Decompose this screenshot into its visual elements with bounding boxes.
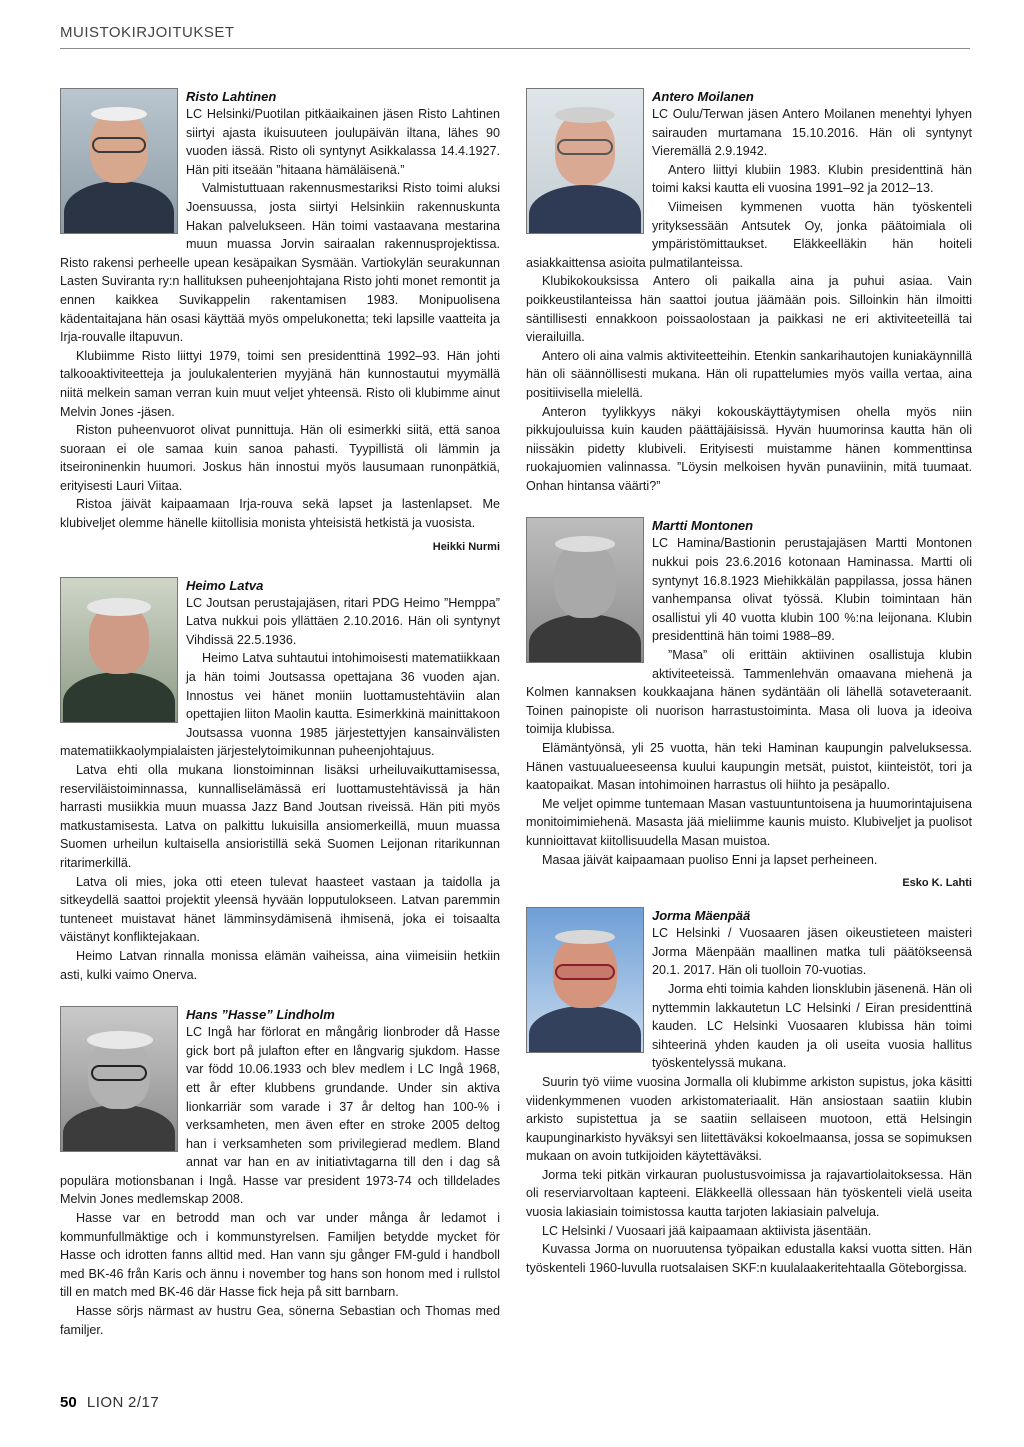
page-header [60,22,970,49]
obituary-name: Heimo Latva [186,577,264,593]
paragraph: Riston puheenvuorot olivat punnittuja. Hän oli esimerkki siitä, että sanoa suoraan ei ole samaa kuin sanoa pahasti. Tyypillistä oli lämmin ja itseironinenkin huumori. Joskus hän innostui myös lausumaan runonpätkiä, erityisesti Lauri Viitaa. [60,423,500,493]
portrait-photo [526,517,644,663]
paragraph: Heimo Latvan rinnalla monissa elämän vaiheissa, aina viimeisiin hetkiin asti, kulki vaimo Onerva. [60,948,500,982]
obituary-name: Jorma Mäenpää [652,908,751,924]
obituary-name: Antero Moilanen [652,89,754,104]
paragraph: Antero liittyi klubiin 1983. Klubin presidenttinä hän toimi kaksi kautta eli vuosina 1991–92 ja 2012–13. [652,162,972,196]
issue-number: 2/17 [128,1394,160,1411]
magazine-name: LION [86,1394,124,1411]
right-column [526,88,972,1277]
page-number: 50 [60,1394,77,1411]
paragraph: Me veljet opimme tuntemaan Masan vastuuntuntoisena ja huumorintajuisena monitoimimiehenä. Masasta jää mieliimme kaunis muisto. Klubiveljet ja puolisot kunnioittavat kiitollisuudella Masan muistoa. [526,796,972,848]
paragraph: Hasse sörjs närmast av hustru Gea, sönerna Sebastian och Thomas med familjer. [60,1304,500,1337]
paragraph: Latva oli mies, joka otti eteen tulevat haasteet vastaan ja taidolla ja sitkeydellä saattoi projektit yleensä hyvään lopputulokseen. Latvan paremmin tunteneet muistavat hänet lämminsydämisenä ihmisenä, joka ei toisaalta väistänyt konfliktejakaan. [60,874,500,945]
paragraph: Antero oli aina valmis aktiviteetteihin. Etenkin sankarihautojen kuniakäynnillä hän oli säännöllisesti mukana. Hän oli rupattelumies myös vailla vertaa, aina positiivisella mielellä. [526,348,972,400]
obituary-name: Risto Lahtinen [186,89,277,104]
obituary-jorma [526,907,972,1277]
paragraph: Valmistuttuaan rakennusmestariksi Risto toimi aluksi Joensuussa, josta siirtyi Helsinkiin rakennuskunta Hakan palvelukseen. Hän toimi vastaavana mestarina muun muassa Jorvin sairaalan rakennusprojektissa. Risto rakensi perheelle upean kesäpaikan Sysmään. Vartiokylän seurakunnan Lasten Suviranta ry:n hallituksen puheenjohtajana Risto johti monet remontit ja ennen kaikkea Suvikappelin rakentamisen 1983. Monipuolisena kädentaitajana hän osasi käyttää myös ompelukonetta; teki lapsille vaatteita ja Irja-rouvalle iltapuvun. [60,181,500,345]
paragraph: LC Helsinki / Vuosaaren jäsen oikeustieteen maisteri Jorma Mäenpään maallinen matka tuli päätökseensä 20.1. 2017. Hän oli tuolloin 70-vuotias. [652,926,972,978]
paragraph: Viimeisen kymmenen vuotta hän työskenteli yrityksessään Antsutek Oy, jonka päätoimiala oli ympäristömittaukset. Eläkkeelläkin hän hoiteli asiakkaittensa asioita pulmatilanteissa. [526,199,972,270]
paragraph: Anteron tyylikkyys näkyi kokouskäyttäytymisen ohella myös niin pikkujouluissa kuin kauden päättäjäisissä. Hyvän huumorinsa kautta hän oli niissäkin pidetty klubiveli. Erityisesti muistamme hänen kommenttinsa ruokajuomien valinnassa. ”Löysin melkoisen hyvän punaviinin, mitä tuumaat. Onhan hintansa väärti?” [526,404,972,493]
paragraph: Suurin työ viime vuosina Jormalla oli klubimme arkiston supistus, joka käsitti viidenkymmenen vuoden arkistomateriaalit. Hän ansiostaan saatiin klubin arkisto supistettua ja se saatiin sellaiseen muotoon, että Helsingin kaupunginarkisto hyväksyi sen liitettäväksi kokoelmaansa, jossa se sopimuksen mukaan on avoin tutkijoiden käytettäväksi. [526,1074,972,1164]
paragraph: Klubiimme Risto liittyi 1979, toimi sen presidenttinä 1992–93. Hän johti talkooaktiviteetteja ja joulukalenterien myyjänä hän kunnostautui myymällä niitä melkein saman verran kuin muut veljet yhteensä. Risto oli klubimme ainut Melvin Jones -jäsen. [60,348,500,419]
paragraph: Kuvassa Jorma on nuoruutensa työpaikan edustalla kaksi vuotta sitten. Hän työskenteli 1960-luvulla ruotsalaisen SKF:n kuulalaakeritehtaalla Göteborgissa. [526,1242,972,1275]
signature: Esko K. Lahti [902,877,972,890]
paragraph: LC Ingå har förlorat en mångårig lionbroder då Hasse gick bort på julafton efter en långvarig sjukdom. Hasse var född 10.06.1933 och blev medlem i LC Ingå 1968, ett år efter klubbens grundande. Under sin aktiva lionkarriär som varade i 37 år deltog han 100-% i verksamheten, men även efter en stroke 2005 deltog han i verksamheten som privilegierad medlem. Bland annat var han en av initiativtagarna till den i dag så populära motionsbanan i Ingå. Hasse var president 1973-74 och tilldelades Melvin Jones medlemskap 2008. [60,1025,500,1207]
page-footer [60,1394,159,1411]
portrait-photo [60,88,178,234]
paragraph: Hasse var en betrodd man och var under många år ledamot i kommunfullmäktige och i kommunstyrelsen. Familjen betydde mycket för Hasse och idrotten fanns alltid med. Han vann sju gånger FM-guld i handboll med BK-46 från Karis och ännu i november tog hans son honom med i rullstol till en match med BK-46 där Hasse fick heja på sitt barnbarn. [60,1211,500,1300]
obituary-martti [526,517,972,891]
portrait-photo [526,88,644,234]
paragraph: LC Helsinki/Puotilan pitkäaikainen jäsen Risto Lahtinen siirtyi ajasta ikuisuuteen joulupäivän iltana, lähes 90 vuoden iässä. Risto oli syntynyt Asikkalassa 14.4.1927. Hän piti itseään ”hitaana hämäläisenä.” [186,107,500,177]
paragraph: LC Helsinki / Vuosaari jää kaipaamaan aktiivista jäsentään. [542,1223,872,1238]
obituary-risto [60,88,500,555]
paragraph: LC Joutsan perustajajäsen, ritari PDG Heimo ”Hemppa” Latva nukkui pois yllättäen 2.10.2016. Hän oli syntynyt Vihdissä 22.5.1936. [186,595,500,647]
portrait-photo [60,1006,178,1152]
paragraph: Masaa jäivät kaipaamaan puoliso Enni ja lapset perheineen. [542,852,878,867]
obituary-name: Martti Montonen [652,518,754,534]
left-column [60,88,500,1339]
portrait-photo [526,907,644,1053]
paragraph: LC Oulu/Terwan jäsen Antero Moilanen menehtyi lyhyen sairauden murtamana 15.10.2016. Hän oli syntynyt Vieremällä 2.9.1942. [652,107,972,159]
obituary-hasse [60,1006,500,1339]
portrait-photo [60,577,178,723]
obituary-name: Hans ”Hasse” Lindholm [186,1007,335,1023]
signature: Heikki Nurmi [432,540,500,553]
paragraph: Jorma teki pitkän virkauran puolustusvoimissa ja rajavartiolaitoksessa. Hän oli reserviarvoltaan kapteeni. Eläkkeellä ollessaan hän työskenteli vielä useita vuosia lakiasiain toimistossa kautta tarjoten lakiasiain palveluja. [526,1167,972,1220]
paragraph: Jorma ehti toimia kahden lionsklubin jäsenenä. Hän oli nyttemmin lakkautetun LC Helsinki / Eiran presidenttinä kauden. LC Helsinki Vuosaaren klubissa hän toimi sihteerinä yhden kauden ja oli useita vuosia hallitus työskentelyssä mukana. [652,981,972,1071]
obituary-heimo [60,577,500,984]
paragraph: ”Masa” oli erittäin aktiivinen osallistuja klubin aktiviteeteissä. Tammenlehvän omaavana miehenä ja Kolmen kannaksen koukkaajana hänen sydäntään oli lähellä sotaveteraanit. Toinen painopiste oli nuorison harrastustoiminta. Masa oli luova ja ideoiva toimija klubissa. [526,648,972,737]
paragraph: Elämäntyönsä, yli 25 vuotta, hän teki Haminan kaupungin palveluksessa. Hänen vastuualueeseensa kuului kaupungin metsät, puistot, kiinteistöt, tori ja kaatopaikat. Masan intohimoinen harrastus oli hiihto ja pesäpallo. [526,741,972,793]
paragraph: Klubikokouksissa Antero oli paikalla aina ja puhui asiaa. Vain poikkeustilanteissa hän saattoi joutua jäämään pois. Silloinkin hän ilmoitti säntillisesti ennakkoon poissaolostaan ja paikkasi ne eri aktiviteeteillä tai vierailuilla. [526,274,972,345]
paragraph: LC Hamina/Bastionin perustajajäsen Martti Montonen nukkui pois 23.6.2016 kotonaan Haminassa. Martti oli syntynyt 16.8.1923 Miehikkälän pappilassa, jossa hänen vanhempansa olivat työssä. Klubin toimintaan hän osallistui yli 40 vuotta klubin 100 %:na leijonana. Klubin presidenttinä hän toimi 1988–89. [652,536,972,644]
paragraph: Ristoa jäivät kaipaamaan Irja-rouva sekä lapset ja lastenlapset. Me klubiveljet olemme hänelle kiitollisia monista yhteisistä hetkistä ja vuosista. [60,497,500,531]
paragraph: Heimo Latva suhtautui intohimoisesti matematiikkaan ja hän toimi Joutsassa opettajana 36 vuoden ajan. Innostus vei hänet moniin luottamustehtäviin alan opettajien liiton Maolin kautta. Esimerkkinä mainittakoon Joutsassa vuonna 1985 järjestettyjen kansainvälisten matematiikkaolympialaisten järjestelytoimikunnan puheenjohtajuus. [60,651,500,759]
obituary-antero [526,88,972,495]
paragraph: Latva ehti olla mukana lionstoiminnan lisäksi urheiluvaikuttamisessa, reserviläistoiminnassa, kunnalliselämässä eri luottamustehtävissä ja hän harrasti musiikkia muun muassa Jazz Band Joutsan riveissä. Hän piti myös matkustamisesta. Latva on palkittu lukuisilla ansiomerkeillä, muun muassa Suomen urheilun kultaisella ansioristillä sekä Suomen Leijonan ritarikunnan ritarimerkillä. [60,763,500,870]
section-title: MUISTOKIRJOITUKSET [60,24,235,41]
